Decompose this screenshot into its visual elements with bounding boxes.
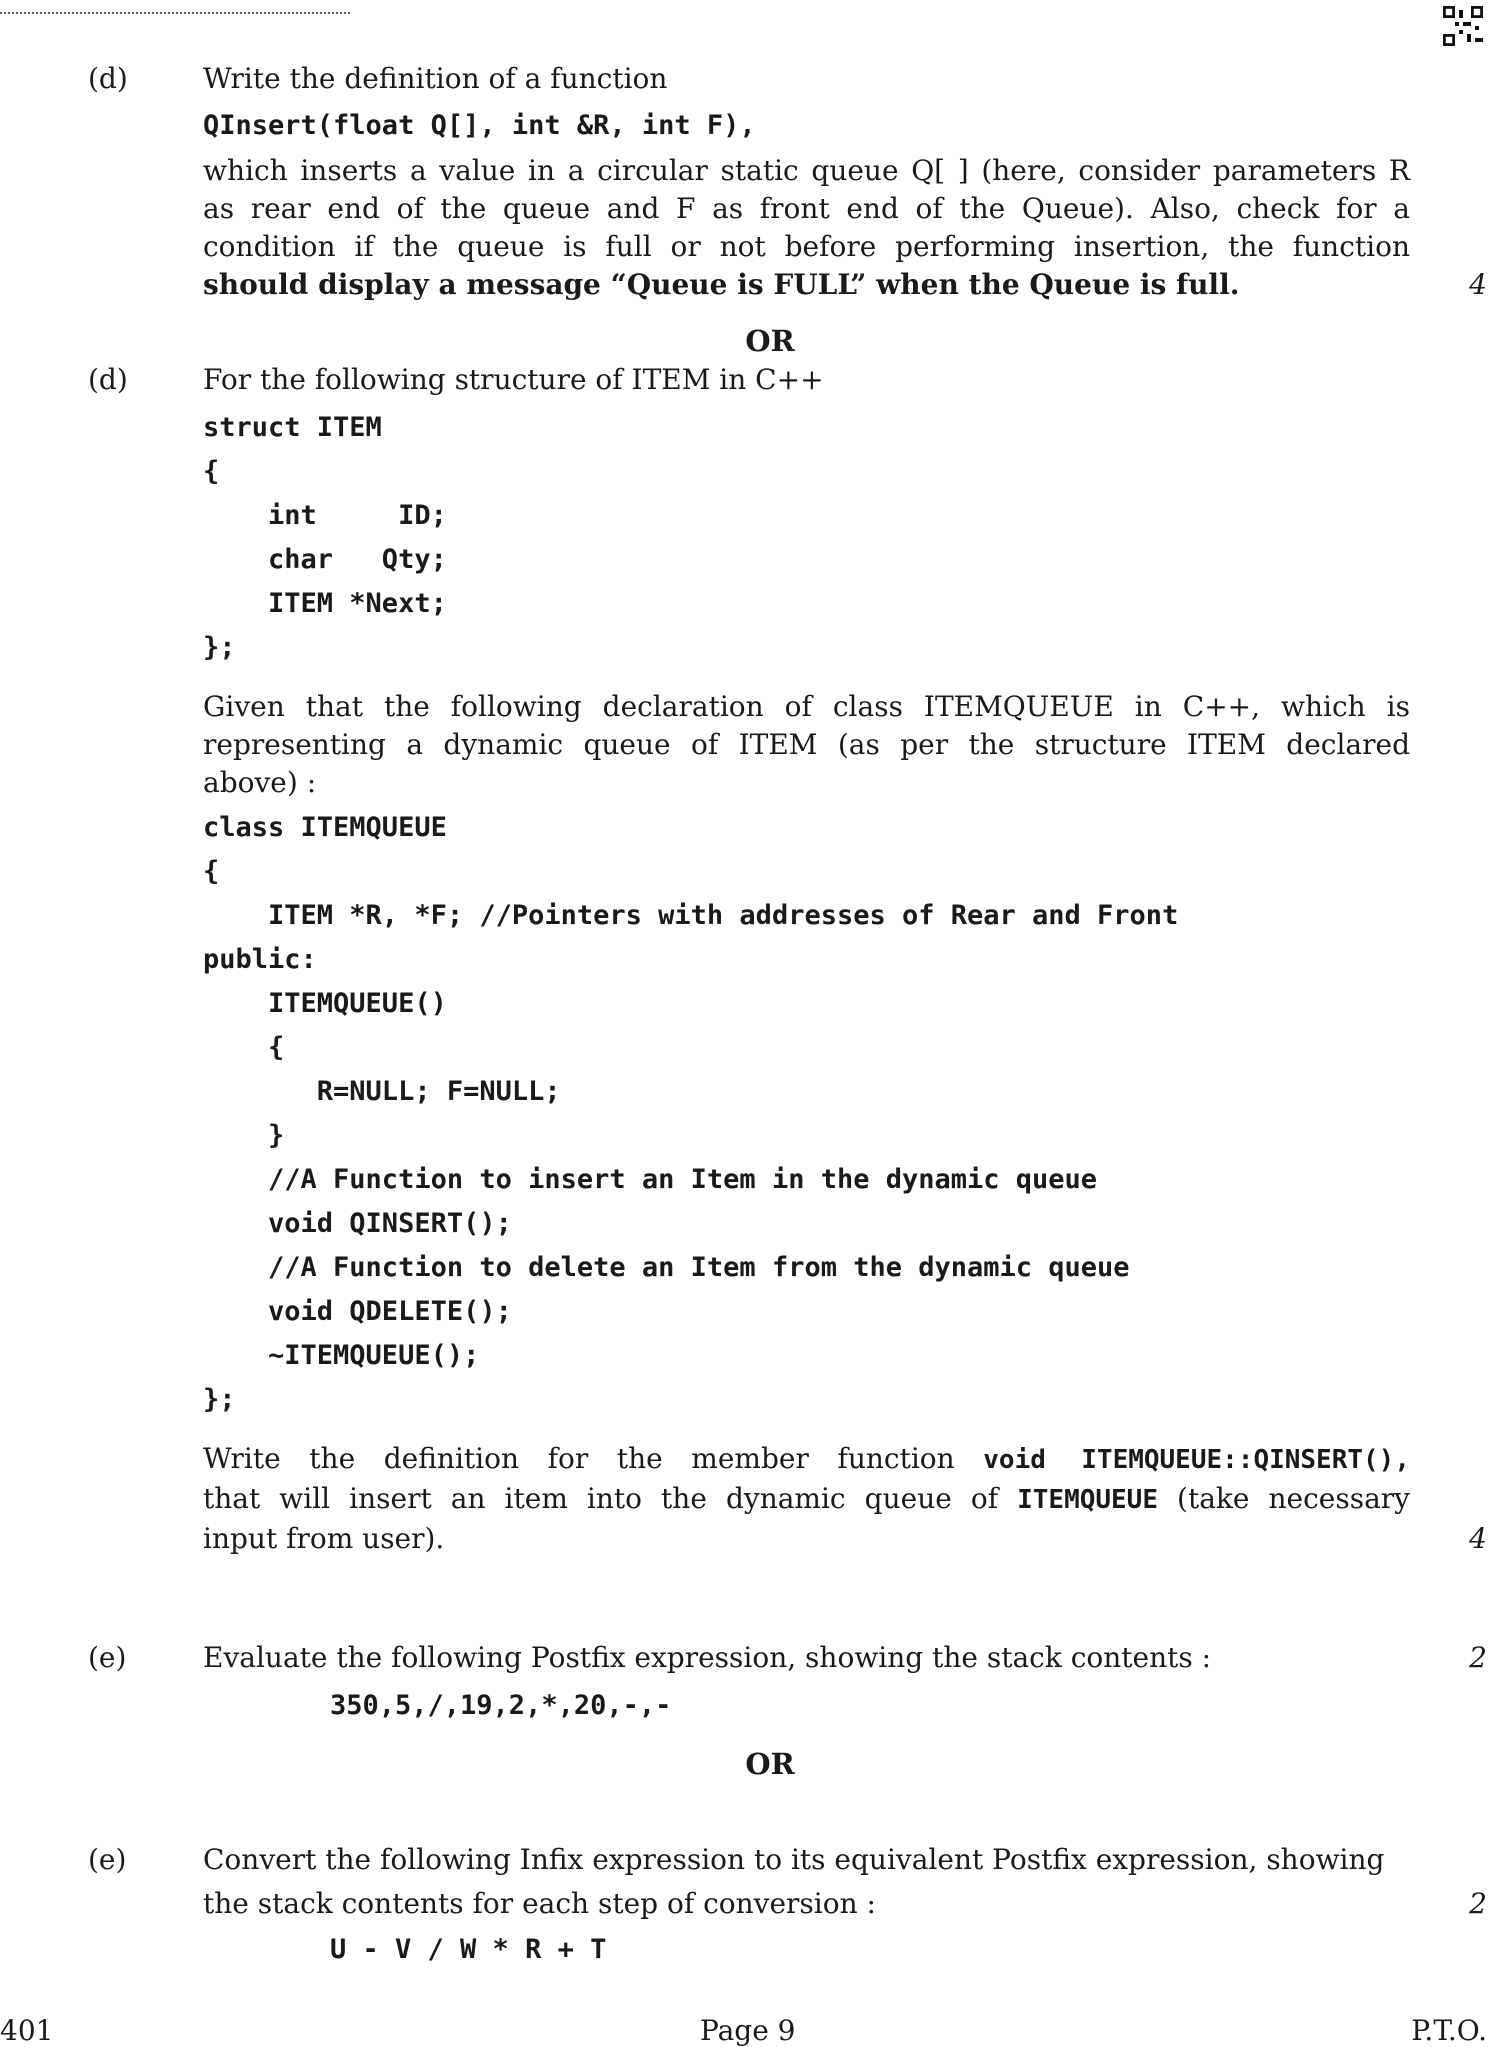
question-paragraph-line (203, 1440, 1410, 1479)
code-line: //A Function to insert an Item in the dynamic queue (203, 1164, 1098, 1195)
question-label-e: (e) (88, 1641, 127, 1674)
question-paragraph-line: Given that the following declaration of class ITEMQUEUE in C++, which is (203, 690, 1410, 723)
code-line: public: (203, 944, 317, 975)
code-line: void QINSERT(); (203, 1208, 512, 1239)
qr-code-icon (1443, 6, 1483, 46)
question-paragraph-line (203, 1480, 1410, 1519)
question-label-d: (d) (88, 363, 128, 396)
inline-text: (take necessary (1177, 1482, 1410, 1515)
code-line: }; (203, 1384, 236, 1415)
inline-text: that will insert an item into the dynamic queue of (203, 1482, 999, 1515)
inline-code: void ITEMQUEUE::QINSERT(), (983, 1445, 1410, 1475)
question-text: For the following structure of ITEM in C++ (203, 363, 824, 396)
question-paragraph-line: representing a dynamic queue of ITEM (as per the structure ITEM declared (203, 728, 1410, 761)
footer-code: 401 (0, 2014, 54, 2047)
code-line: class ITEMQUEUE (203, 812, 447, 843)
question-paragraph-line: which inserts a value in a circular static queue Q[ ] (here, consider parameters R (203, 154, 1410, 187)
code-line: } (203, 1120, 285, 1151)
question-text: Evaluate the following Postfix expression, showing the stack contents : (203, 1641, 1212, 1674)
infix-expression: U - V / W * R + T (330, 1934, 607, 1965)
code-line: }; (203, 632, 236, 663)
marks: 4 (1469, 268, 1487, 301)
question-paragraph-line: as rear end of the queue and F as front end of the Queue). Also, check for a (203, 192, 1410, 225)
question-label-d: (d) (88, 62, 128, 95)
code-line: ~ITEMQUEUE(); (203, 1340, 480, 1371)
footer-page-number: Page 9 (700, 2014, 796, 2047)
postfix-expression: 350,5,/,19,2,*,20,-,- (330, 1690, 672, 1721)
code-line: { (203, 856, 220, 887)
or-separator: OR (745, 1747, 795, 1781)
question-label-e: (e) (88, 1843, 127, 1876)
code-line: //A Function to delete an Item from the dynamic queue (203, 1252, 1130, 1283)
code-line: void QDELETE(); (203, 1296, 512, 1327)
marks: 4 (1469, 1522, 1487, 1555)
code-line: R=NULL; F=NULL; (203, 1076, 561, 1107)
question-paragraph-line: input from user). (203, 1522, 445, 1555)
question-text: the stack contents for each step of conversion : (203, 1887, 876, 1920)
marks: 2 (1469, 1887, 1487, 1920)
question-paragraph-bold: should display a message “Queue is FULL” when the Queue is full. (203, 268, 1240, 301)
top-dotted-line (0, 12, 350, 14)
question-text: Write the definition of a function (203, 62, 668, 95)
code-line: ITEMQUEUE() (203, 988, 447, 1019)
code-line: { (203, 456, 220, 487)
question-paragraph-line: condition if the queue is full or not before performing insertion, the function (203, 230, 1410, 263)
question-paragraph-line: above) : (203, 766, 317, 799)
code-line: ITEM *R, *F; //Pointers with addresses of Rear and Front (203, 900, 1179, 931)
code-line: { (203, 1032, 285, 1063)
code-line: int ID; (203, 500, 447, 531)
function-signature: QInsert(float Q[], int &R, int F), (203, 110, 756, 141)
code-line: struct ITEM (203, 412, 382, 443)
or-separator: OR (745, 324, 795, 358)
inline-code: ITEMQUEUE (1017, 1485, 1158, 1515)
inline-text: Write the definition for the member function (203, 1442, 955, 1475)
code-line: char Qty; (203, 544, 447, 575)
footer-pto: P.T.O. (1411, 2014, 1487, 2047)
marks: 2 (1469, 1641, 1487, 1674)
question-text: Convert the following Infix expression to its equivalent Postfix expression, showing (203, 1843, 1385, 1876)
code-line: ITEM *Next; (203, 588, 447, 619)
